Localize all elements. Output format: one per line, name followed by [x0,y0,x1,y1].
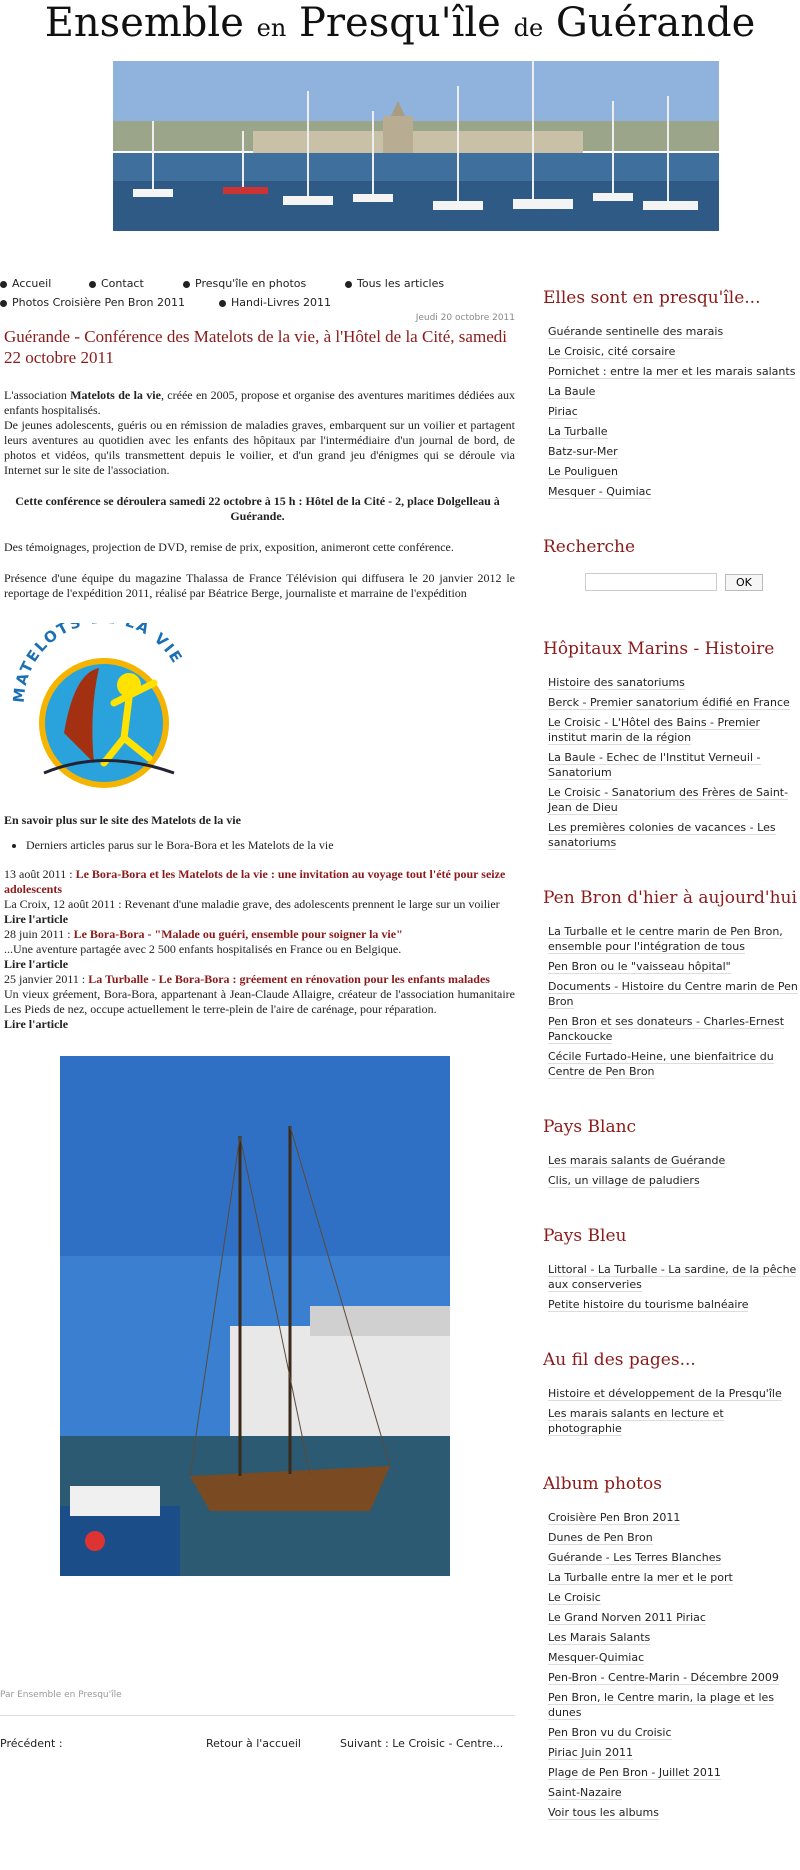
sidebar-link[interactable]: Histoire et développement de la Presqu'île [548,1387,782,1400]
nav-label: Photos Croisière Pen Bron 2011 [12,296,185,309]
sidebar-link[interactable]: Pen Bron, le Centre marin, la plage et les dunes [548,1691,775,1719]
nav-label: Presqu'île en photos [195,277,307,290]
section-heading: Au fil des pages... [543,1350,696,1370]
sidebar-link[interactable]: La Turballe [548,425,608,438]
bullet-icon [183,281,190,288]
nav-croisiere[interactable] [0,296,185,309]
text: L'association [4,388,71,402]
nav-photos[interactable] [183,277,306,290]
header-banner-photo [113,61,719,231]
sidebar-link[interactable]: Croisière Pen Bron 2011 [548,1511,681,1524]
bullet-icon [89,281,96,288]
sidebar-link[interactable]: Plage de Pen Bron - Juillet 2011 [548,1766,721,1779]
section-heading: Pen Bron d'hier à aujourd'hui [543,888,797,908]
sidebar-link[interactable]: Dunes de Pen Bron [548,1531,653,1544]
sidebar-link[interactable]: La Baule [548,385,596,398]
album-list [543,1510,800,1820]
paragraph [4,388,515,418]
bullet-list [0,838,515,853]
sidebar-link[interactable]: Pornichet : entre la mer et les marais salants [548,365,796,378]
sidebar-link[interactable]: Guérande - Les Terres Blanches [548,1551,722,1564]
bullet-icon [345,281,352,288]
divider [0,1715,515,1716]
paragraph: De jeunes adolescents, guéris ou en rémission de maladies graves, embarquent sur un voilier et partagent leurs aventures au quotidien avec les enfants des hôpitaux par l'intermédiaire d'un journal de bord, de photos et vidéos, qu'ils transmettent depuis le voilier, et d'un grand jeu d'énigmes qui se déroule via Internet sur le site de l'association. [4,418,515,477]
towns-list [543,324,800,499]
pages-list [543,1386,800,1436]
post-date: Jeudi 20 octobre 2011 [415,313,515,323]
more-info-link[interactable]: En savoir plus sur le site des Matelots de la vie [4,813,241,827]
read-article-link[interactable]: Lire l'article [4,957,69,971]
nav-articles[interactable] [345,277,444,290]
title-word: Guérande [555,0,756,46]
sidebar-link[interactable]: Littoral - La Turballe - La sardine, de la pêche aux conserveries [548,1263,797,1291]
nav-handi-livres[interactable] [219,296,331,309]
hospitals-list [543,675,800,850]
post-author[interactable]: Par Ensemble en Presqu'île [0,1690,122,1700]
sidebar-link[interactable]: Berck - Premier sanatorium édifié en France [548,696,790,709]
pays-bleu-list [543,1262,800,1312]
sidebar-link[interactable]: Piriac [548,405,578,418]
nav-label: Accueil [12,277,52,290]
sidebar-link[interactable]: Pen Bron vu du Croisic [548,1726,672,1739]
sidebar-link[interactable]: Les Marais Salants [548,1631,651,1644]
conference-notice: Cette conférence se déroulera samedi 22 octobre à 15 h : Hôtel de la Cité - 2, place Dolgelleau à Guérande. [15,494,500,523]
title-word: en [256,14,287,42]
sidebar-link[interactable]: Saint-Nazaire [548,1786,622,1799]
list-item: • Derniers articles parus sur le Bora-Bora et les Matelots de la vie [26,838,515,853]
sidebar-link[interactable]: Pen-Bron - Centre-Marin - Décembre 2009 [548,1671,779,1684]
article-entry [4,867,515,897]
read-article-link[interactable]: Lire l'article [4,1017,69,1031]
sidebar-link[interactable]: Piriac Juin 2011 [548,1746,634,1759]
bullet-icon [0,300,7,307]
section-heading: Pays Bleu [543,1226,627,1246]
paragraph: Des témoignages, projection de DVD, remise de prix, exposition, animeront cette conférence. [4,540,454,554]
matelots-logo[interactable] [4,623,204,793]
nav-accueil[interactable] [0,277,51,290]
home-link[interactable]: Retour à l'accueil [206,1737,301,1750]
section-heading: Pays Blanc [543,1117,637,1137]
sidebar-link[interactable]: Clis, un village de paludiers [548,1174,700,1187]
bullet-icon [219,300,226,307]
entry-date: 13 août 2011 : [4,867,76,881]
nav-contact[interactable] [89,277,144,290]
paragraph: Présence d'une équipe du magazine Thalassa de France Télévision qui diffusera le 20 janvier 2012 le reportage de l'expédition 2011, réalisé par Béatrice Berge, journaliste et marraine de l'expédition [4,571,515,600]
section-heading: Elles sont en presqu'île... [543,288,761,308]
association-name: Matelots de la vie [70,388,161,402]
sidebar-link[interactable]: Voir tous les albums [548,1806,659,1819]
search-input[interactable] [585,573,717,591]
sidebar-link[interactable]: La Turballe entre la mer et le port [548,1571,733,1584]
entry-summary: Un vieux gréement, Bora-Bora, appartenant à Jean-Claude Allaigre, créateur de l'association humanitaire Les Pieds de nez, occupe actuellement le terre-plein de l'aire de carénage, pour réparation. [4,987,515,1016]
article-entry [4,927,515,942]
sidebar-link[interactable]: Pen Bron ou le "vaisseau hôpital" [548,960,731,973]
previous-link[interactable]: Précédent : [0,1737,63,1750]
sidebar-link[interactable]: Les premières colonies de vacances - Les sanatoriums [548,821,776,849]
search-form [585,573,800,591]
sidebar-link[interactable]: Les marais salants en lecture et photographie [548,1407,724,1435]
sidebar-link[interactable]: Le Grand Norven 2011 Piriac [548,1611,706,1624]
bullet-icon [0,281,7,288]
sidebar [543,288,800,1825]
text: , créée en 2005, propose et organise des aventures maritimes dédiées aux enfants hospitalisés. [4,388,515,417]
sidebar-link[interactable]: Cécile Furtado-Heine, une bienfaitrice du Centre de Pen Bron [548,1050,774,1078]
sidebar-link[interactable]: Mesquer - Quimiac [548,485,652,498]
title-word: Presqu'île [299,0,501,46]
sidebar-link[interactable]: Pen Bron et ses donateurs - Charles-Ernest Panckoucke [548,1015,785,1043]
pays-blanc-list [543,1153,800,1188]
penbron-list [543,924,800,1079]
sidebar-link[interactable]: Le Pouliguen [548,465,618,478]
site-title[interactable] [0,0,800,51]
sidebar-link[interactable]: Batz-sur-Mer [548,445,618,458]
section-heading: Recherche [543,537,636,557]
section-heading: Album photos [543,1474,662,1494]
sidebar-link[interactable]: Documents - Histoire du Centre marin de Pen Bron [548,980,798,1008]
sidebar-link[interactable]: Mesquer-Quimiac [548,1651,645,1664]
sidebar-link[interactable]: Les marais salants de Guérande [548,1154,726,1167]
entry-date: 25 janvier 2011 : [4,972,89,986]
entry-summary: La Croix, 12 août 2011 : Revenant d'une maladie grave, des adolescents prennent le large sur un voilier [4,897,500,911]
nav-label: Tous les articles [357,277,445,290]
sidebar-link[interactable]: Le Croisic - Sanatorium des Frères de Saint-Jean de Dieu [548,786,789,814]
article-entry [4,972,515,987]
nav-label: Contact [101,277,144,290]
sidebar-link[interactable]: Le Croisic - L'Hôtel des Bains - Premier institut marin de la région [548,716,761,744]
nav-label: Handi-Livres 2011 [231,296,331,309]
sidebar-link[interactable]: La Baule - Echec de l'Institut Verneuil - Sanatorium [548,751,761,779]
entry-title-link[interactable]: Le Bora-Bora - "Malade ou guéri, ensemble pour soigner la vie" [73,927,403,941]
article-list [4,867,515,1032]
entry-summary: ...Une aventure partagée avec 2 500 enfants hospitalisés en France ou en Belgique. [4,942,402,956]
entry-title-link[interactable]: Le Bora-Bora et les Matelots de la vie : une invitation au voyage tout l'été pour seize adolescents [4,867,506,896]
post-title[interactable]: Guérande - Conférence des Matelots de la vie, à l'Hôtel de la Cité, samedi 22 octobre 2011 [4,327,507,367]
entry-title-link[interactable]: La Turballe - Le Bora-Bora : gréement en rénovation pour les enfants malades [88,972,490,986]
title-word: Ensemble [44,0,244,46]
sidebar-link[interactable]: La Turballe et le centre marin de Pen Bron, ensemble pour l'intégration de tous [548,925,783,953]
sidebar-link[interactable]: Le Croisic [548,1591,601,1604]
boat-photo[interactable] [60,1056,450,1576]
sidebar-link[interactable]: Le Croisic, cité corsaire [548,345,676,358]
next-link[interactable]: Suivant : Le Croisic - Centre... [340,1737,504,1750]
logo-text: MATELOT A VIE [9,623,187,704]
section-heading: Hôpitaux Marins - Histoire [543,639,775,659]
sidebar-link[interactable]: Guérande sentinelle des marais [548,325,724,338]
entry-date: 28 juin 2011 : [4,927,74,941]
read-article-link[interactable]: Lire l'article [4,912,69,926]
sidebar-link[interactable]: Petite histoire du tourisme balnéaire [548,1298,749,1311]
sidebar-link[interactable]: Histoire des sanatoriums [548,676,685,689]
title-word: de [513,14,544,42]
search-button[interactable]: OK [725,574,763,591]
article [0,310,515,1576]
